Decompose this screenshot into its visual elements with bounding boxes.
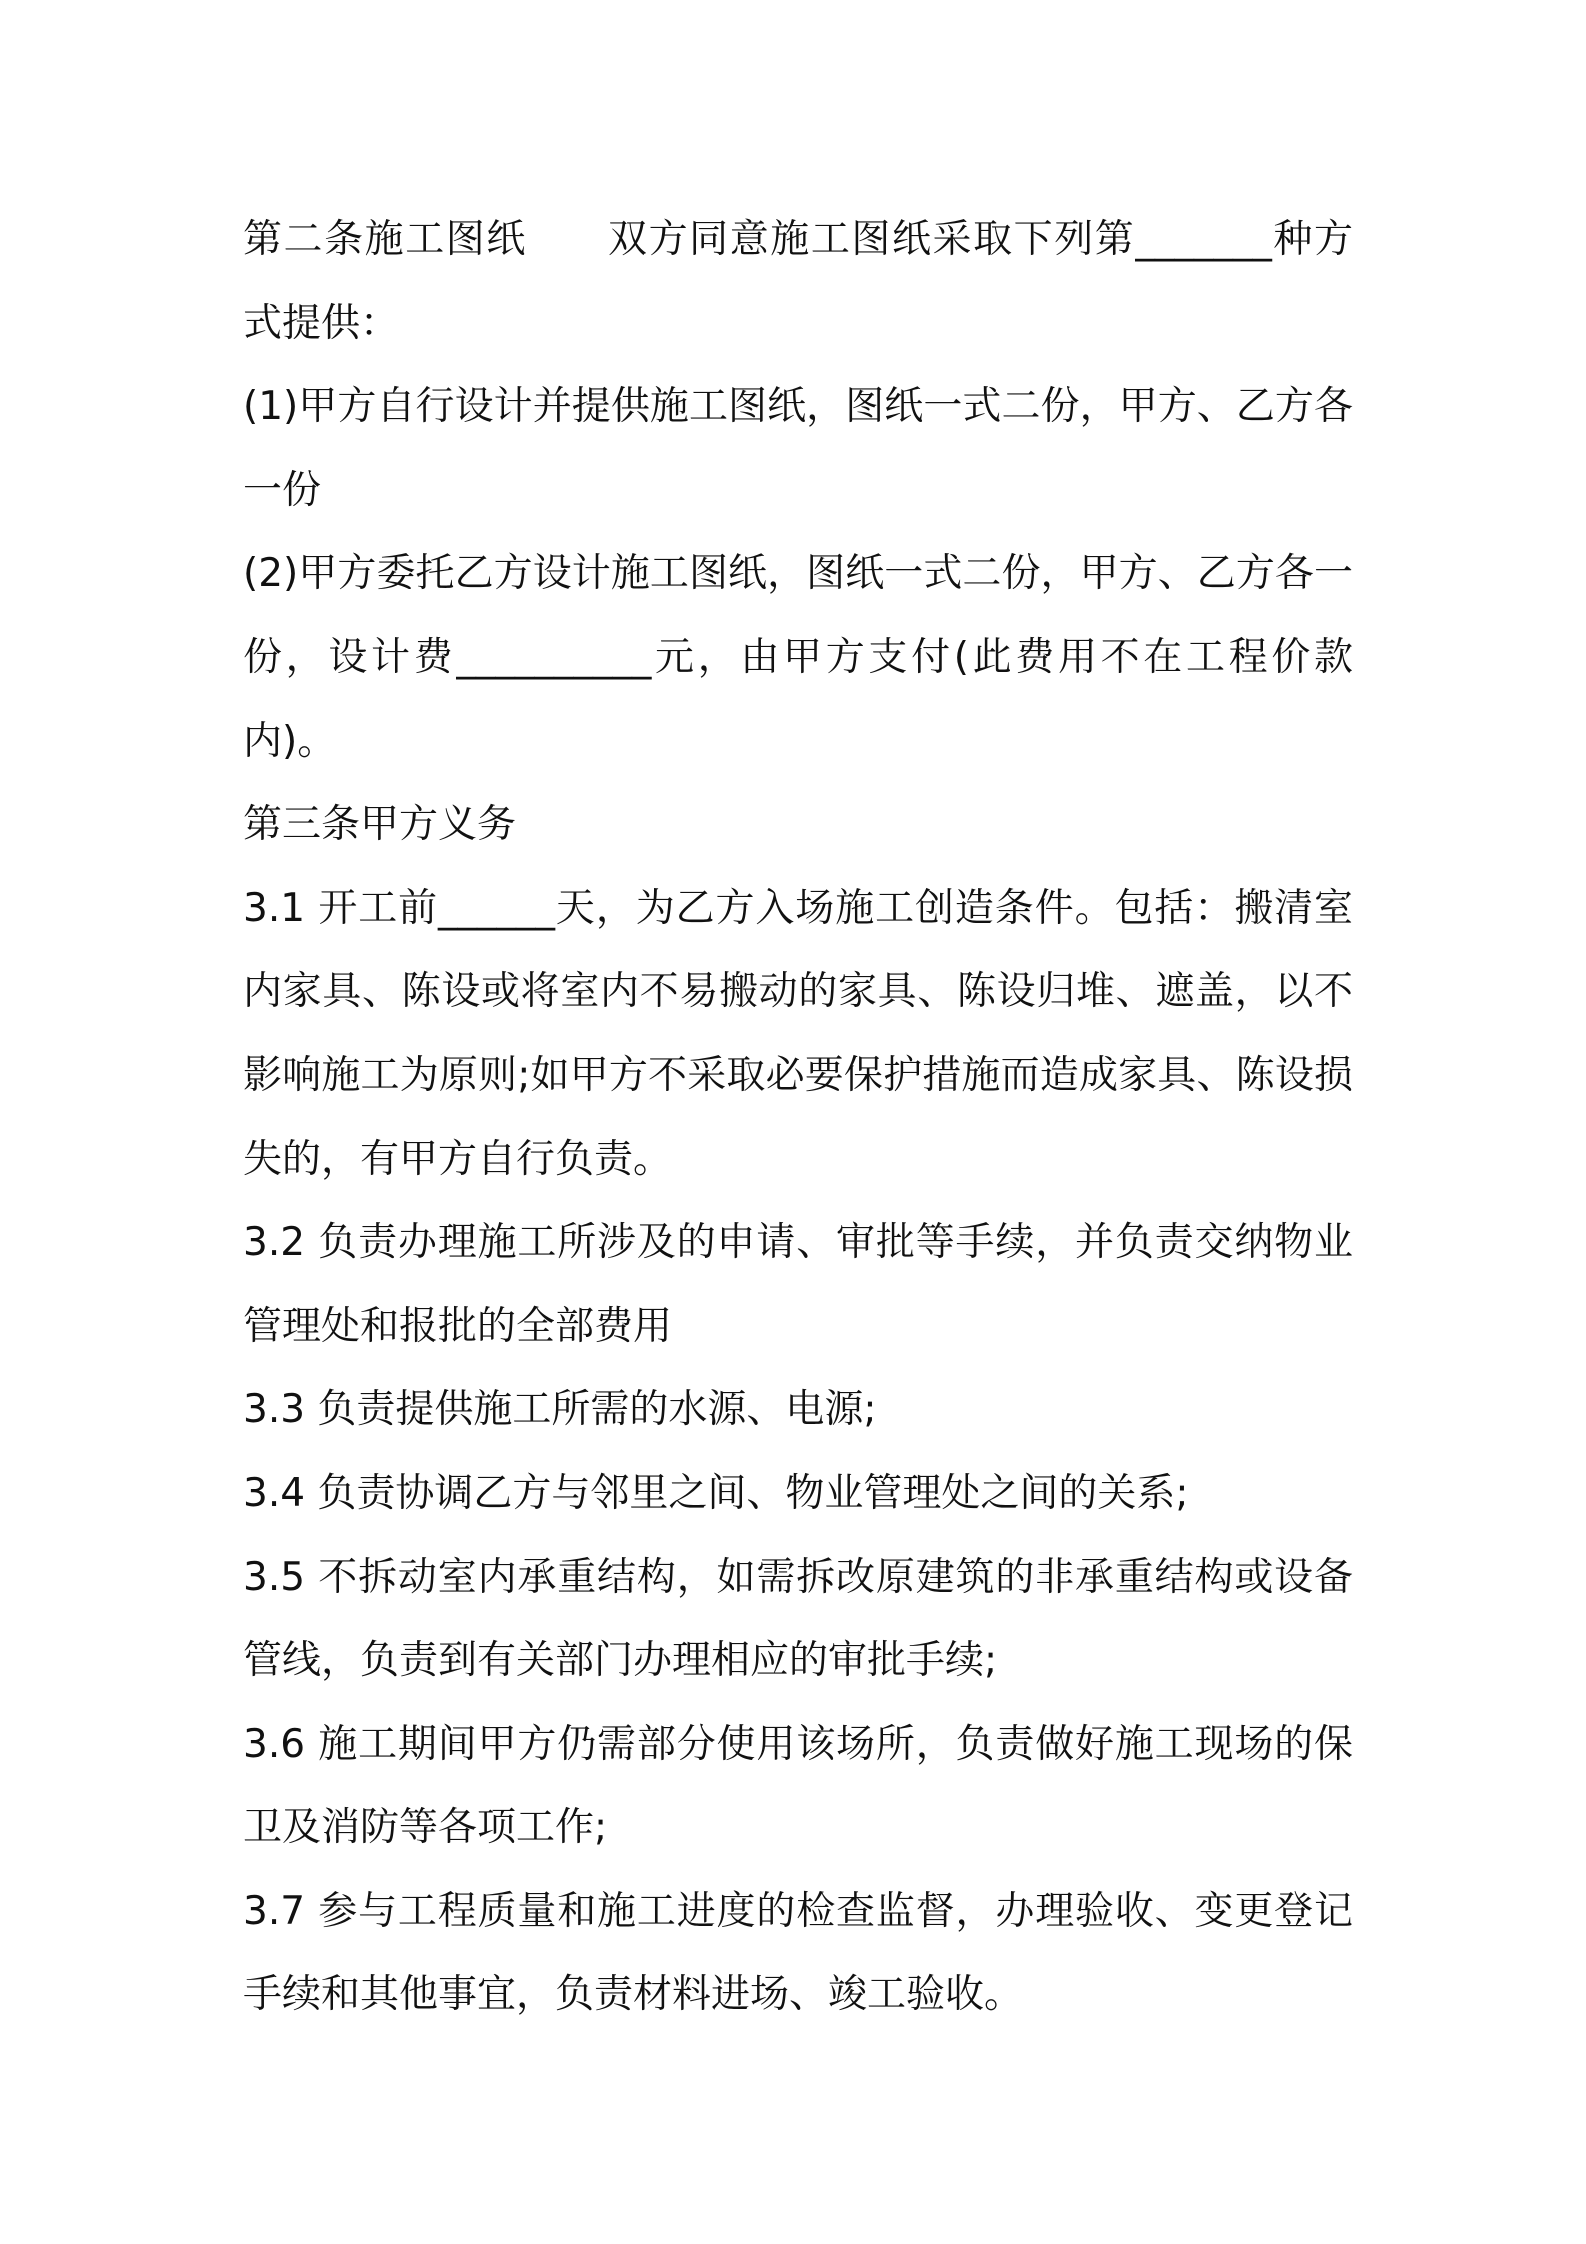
- clause-3-2: 3.2 负责办理施工所涉及的申请、审批等手续，并负责交纳物业管理处和报批的全部费用: [243, 1220, 1353, 1349]
- clause-3-7: 3.7 参与工程质量和施工进度的检查监督，办理验收、变更登记手续和其他事宜，负责材料进场、竣工验收。: [243, 1888, 1353, 2018]
- document-body: [243, 198, 1353, 2037]
- drawing-option-1: (1)甲方自行设计并提供施工图纸，图纸一式二份，甲方、乙方各一份: [243, 384, 1353, 513]
- clause-3-1: 3.1 开工前______天，为乙方入场施工创造条件。包括：搬清室内家具、陈设或将室内不易搬动的家具、陈设归堆、遮盖，以不影响施工为原则;如甲方不采取必要保护措施而造成家具、陈设损失的，有甲方自行负责。: [243, 885, 1353, 1182]
- clause-3-4: 3.4 负责协调乙方与邻里之间、物业管理处之间的关系;: [243, 1470, 1189, 1516]
- article-2-heading-paragraph: 第二条施工图纸 双方同意施工图纸采取下列第_______种方式提供：: [243, 217, 1353, 346]
- clause-3-3: 3.3 负责提供施工所需的水源、电源;: [243, 1387, 877, 1433]
- clause-3-6: 3.6 施工期间甲方仍需部分使用该场所，负责做好施工现场的保卫及消防等各项工作;: [243, 1721, 1353, 1851]
- clause-3-5: 3.5 不拆动室内承重结构，如需拆改原建筑的非承重结构或设备管线，负责到有关部门办理相应的审批手续;: [243, 1554, 1353, 1684]
- drawing-option-2: (2)甲方委托乙方设计施工图纸，图纸一式二份，甲方、乙方各一份，设计费__________元，由甲方支付(此费用不在工程价款内)。: [243, 551, 1353, 764]
- article-3-heading: 第三条甲方义务: [243, 802, 517, 848]
